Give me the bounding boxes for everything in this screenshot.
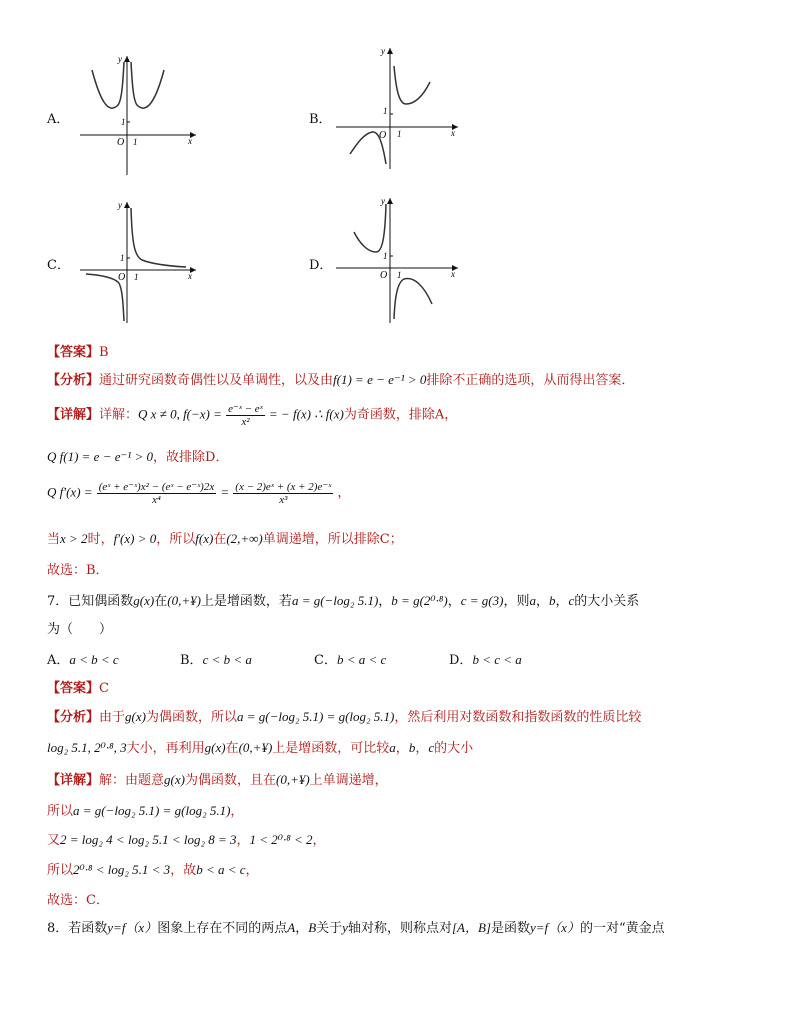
y-axis-label: y xyxy=(118,200,122,210)
y-axis-arrow xyxy=(387,48,393,54)
origin-label: O xyxy=(118,272,126,283)
choice-key: C． xyxy=(314,653,337,668)
analysis-text: 排除不正确的选项，从而得出答案． xyxy=(426,373,635,388)
fraction-numerator: (x − 2)eˣ + (x + 2)e⁻ˣ xyxy=(235,481,332,493)
analysis-text: 由于 xyxy=(99,710,126,725)
x-tick-label: 1 xyxy=(397,129,402,139)
detail-text: ，所以 xyxy=(156,532,196,547)
detail-math: 2⁰·⁸ < log₂ 5.1 < 3 xyxy=(73,862,171,877)
detail-text: 所以 xyxy=(47,804,74,819)
fraction xyxy=(226,402,265,428)
detail-tag: 【详解】 xyxy=(47,773,100,788)
origin-label: O xyxy=(380,270,388,281)
detail-text: 时， xyxy=(87,532,114,547)
q7-detail-line4 xyxy=(47,859,259,878)
analysis-math: (0,+¥) xyxy=(238,740,273,755)
q7-detail-line3 xyxy=(47,829,326,848)
stem-text: 轴对称，则称点对 xyxy=(347,921,452,936)
curve-right xyxy=(394,278,432,319)
q6-detail-line2 xyxy=(47,446,228,465)
x-axis-label: x xyxy=(451,269,455,279)
fraction xyxy=(97,480,217,506)
detail-text: ， xyxy=(236,833,250,848)
stem-math: y=f（x） xyxy=(107,920,158,935)
analysis-tag: 【分析】 xyxy=(47,710,100,725)
q7-analysis-line1 xyxy=(47,706,641,725)
stem-math: A xyxy=(287,920,296,935)
detail-math: f′(x) > 0 xyxy=(113,531,157,546)
q7-analysis-line2 xyxy=(47,737,473,756)
q7-stem-line1 xyxy=(47,590,639,609)
option-a-label: A． xyxy=(47,112,70,127)
stem-text: ， xyxy=(447,594,461,609)
detail-math: = − f(x) ∴ f(x) xyxy=(268,406,344,422)
detail-math: b < a < c xyxy=(196,862,246,877)
detail-math: 2 = log₂ 4 < log₂ 5.1 < log₂ 8 = 3 xyxy=(60,832,237,847)
q7-detail-line2 xyxy=(47,800,243,819)
detail-text: 详解： xyxy=(99,407,139,423)
analysis-math: a = g(−log₂ 5.1) = g(log₂ 5.1) xyxy=(236,709,395,724)
curve-left xyxy=(354,204,386,252)
stem-text: 图象上存在不同的两点 xyxy=(157,921,288,936)
choice-key: A． xyxy=(47,653,70,668)
detail-math: (2,+∞) xyxy=(226,531,263,546)
option-b-label: B． xyxy=(309,112,332,127)
fraction-denominator: x³ xyxy=(279,494,288,506)
stem-math: y xyxy=(342,920,348,935)
curve-right xyxy=(131,62,164,108)
detail-text: ， xyxy=(312,833,326,848)
stem-text: ，则 xyxy=(503,594,530,609)
detail-tag: 【详解】 xyxy=(47,407,100,423)
stem-text: 7．已知偶函数 xyxy=(47,594,134,609)
choice-text: a < b < c xyxy=(69,652,119,667)
stem-text: ， xyxy=(555,594,569,609)
detail-text: 又 xyxy=(47,833,61,848)
analysis-math: g(x) xyxy=(125,709,146,724)
stem-math: a = g(−log₂ 5.1) xyxy=(291,593,379,608)
choice-text: c < b < a xyxy=(202,652,252,667)
answer-value: C xyxy=(99,681,109,696)
q7-stem-line2: 为（ ） xyxy=(47,622,113,637)
detail-math: = xyxy=(220,484,230,500)
fraction xyxy=(233,480,333,506)
x-axis-label: x xyxy=(451,128,455,138)
stem-text: 上是增函数，若 xyxy=(200,594,292,609)
analysis-math: f(1) = e − e⁻¹ > 0 xyxy=(333,372,427,387)
x-axis-label: x xyxy=(188,271,192,281)
analysis-text: ，然后利用对数函数和指数函数的性质比较 xyxy=(394,710,642,725)
analysis-text: 的大小 xyxy=(434,741,474,756)
detail-text: 所以 xyxy=(47,863,74,878)
q7-detail-line1 xyxy=(47,769,388,788)
analysis-text: ， xyxy=(415,741,429,756)
detail-text: 为奇函数，排除A， xyxy=(343,407,458,423)
stem-math: a xyxy=(529,593,536,608)
choice-key: D． xyxy=(449,653,473,668)
curve-left xyxy=(92,62,124,108)
analysis-text: 大小，再利用 xyxy=(126,741,205,756)
curve-right xyxy=(394,66,430,104)
y-tick-label: 1 xyxy=(383,251,388,261)
analysis-math: c xyxy=(428,740,435,755)
analysis-text: 在 xyxy=(225,741,239,756)
q7-choice-b[interactable] xyxy=(180,649,252,668)
option-c-label: C． xyxy=(47,258,70,273)
analysis-math: log₂ 5.1, 2⁰·⁸, 3 xyxy=(47,740,127,755)
analysis-tag: 【分析】 xyxy=(47,373,100,388)
stem-math: B xyxy=(308,920,317,935)
y-tick-label: 1 xyxy=(120,253,125,263)
y-tick-label: 1 xyxy=(121,117,126,127)
q8-stem-line1 xyxy=(47,917,665,936)
y-axis-label: y xyxy=(381,196,385,206)
stem-math: c xyxy=(568,593,575,608)
stem-text: ， xyxy=(378,594,392,609)
stem-text: 关于 xyxy=(316,921,343,936)
detail-math: g(x) xyxy=(164,772,185,787)
stem-text: 在 xyxy=(154,594,168,609)
y-axis-label: y xyxy=(381,46,385,56)
stem-math: [A，B] xyxy=(451,920,491,935)
graph-c xyxy=(78,196,200,326)
curve-right xyxy=(131,208,186,267)
choice-text: b < a < c xyxy=(336,652,387,667)
answer-tag: 【答案】 xyxy=(47,681,100,696)
y-axis-label: y xyxy=(118,54,122,64)
detail-text: ， xyxy=(337,485,351,501)
detail-math: 1 < 2⁰·⁸ < 2 xyxy=(249,832,313,847)
fraction-denominator: x⁴ xyxy=(152,494,161,506)
stem-text: 的大小关系 xyxy=(574,594,640,609)
fraction-numerator: (eˣ + e⁻ˣ)x² − (eˣ − e⁻ˣ)2x xyxy=(98,481,215,493)
stem-text: 的一对“黄金点 xyxy=(579,921,665,936)
detail-text: 为偶函数，且在 xyxy=(184,773,276,788)
analysis-math: b xyxy=(408,740,416,755)
detail-text: ，故排除D． xyxy=(153,450,229,465)
detail-text: ， xyxy=(245,863,259,878)
stem-text: 8．若函数 xyxy=(47,921,108,936)
graph-b xyxy=(334,44,464,172)
answer-value: B xyxy=(99,345,109,360)
analysis-math: g(x) xyxy=(204,740,226,755)
analysis-text: 为偶函数，所以 xyxy=(145,710,237,725)
q6-detail-line4 xyxy=(47,528,403,547)
origin-label: O xyxy=(379,130,387,141)
detail-text: ，故 xyxy=(170,863,197,878)
stem-text: ， xyxy=(295,921,309,936)
graph-a xyxy=(78,50,200,178)
stem-math: b xyxy=(548,593,556,608)
q6-detail-line3 xyxy=(47,480,350,506)
answer-tag: 【答案】 xyxy=(47,345,100,360)
detail-math: Q f(1) = e − e⁻¹ > 0 xyxy=(47,449,154,464)
x-axis-label: x xyxy=(188,136,192,146)
stem-math: y=f（x） xyxy=(530,920,580,935)
detail-math: Q x ≠ 0, f(−x) = xyxy=(138,406,222,422)
stem-math: c = g(3) xyxy=(460,593,504,608)
analysis-math: a xyxy=(389,740,396,755)
q7-answer-line xyxy=(47,677,109,696)
stem-math: g(x) xyxy=(133,593,155,608)
analysis-text: ， xyxy=(395,741,409,756)
stem-math: b = g(2⁰·⁸) xyxy=(391,593,448,608)
q7-choice-d[interactable] xyxy=(449,649,522,668)
x-tick-label: 1 xyxy=(133,137,138,147)
y-axis-arrow xyxy=(124,202,130,208)
detail-text: 解：由题意 xyxy=(99,773,165,788)
detail-text: 单调递增，所以排除C； xyxy=(262,532,403,547)
x-tick-label: 1 xyxy=(397,270,402,280)
q6-conclusion: 故选：B． xyxy=(47,563,109,578)
origin-label: O xyxy=(117,137,125,148)
analysis-text: 上是增函数，可比较 xyxy=(272,741,390,756)
stem-text: 是函数 xyxy=(490,921,530,936)
x-tick-label: 1 xyxy=(134,272,139,282)
graph-d xyxy=(334,194,464,326)
detail-math: Q f′(x) = xyxy=(47,484,93,500)
detail-math: f(x) xyxy=(195,531,214,546)
detail-text: 上单调递增， xyxy=(309,773,388,788)
detail-text: ， xyxy=(230,804,244,819)
analysis-text: 通过研究函数奇偶性以及单调性，以及由 xyxy=(99,373,334,388)
choice-key: B． xyxy=(180,653,203,668)
stem-text: ， xyxy=(535,594,549,609)
y-tick-label: 1 xyxy=(383,106,388,116)
fraction-denominator: x² xyxy=(241,416,250,428)
choice-text: b < c < a xyxy=(472,652,522,667)
q7-choice-c[interactable] xyxy=(314,649,386,668)
q6-analysis-line xyxy=(47,369,634,388)
detail-text: 在 xyxy=(213,532,227,547)
detail-math: x > 2 xyxy=(60,531,88,546)
stem-math: (0,+¥) xyxy=(167,593,201,608)
q6-detail-line1 xyxy=(47,402,457,428)
detail-math: a = g(−log₂ 5.1) = g(log₂ 5.1) xyxy=(73,803,231,818)
detail-math: (0,+¥) xyxy=(275,772,310,787)
q7-conclusion: 故选：C． xyxy=(47,893,109,908)
fraction-numerator: e⁻ˣ − eˣ xyxy=(228,403,263,415)
detail-text: 当 xyxy=(47,532,61,547)
q6-answer-line xyxy=(47,341,109,360)
y-axis-arrow xyxy=(387,198,393,204)
q7-choice-a[interactable] xyxy=(47,649,119,668)
y-axis-arrow xyxy=(124,56,130,62)
option-d-label: D． xyxy=(309,258,333,273)
